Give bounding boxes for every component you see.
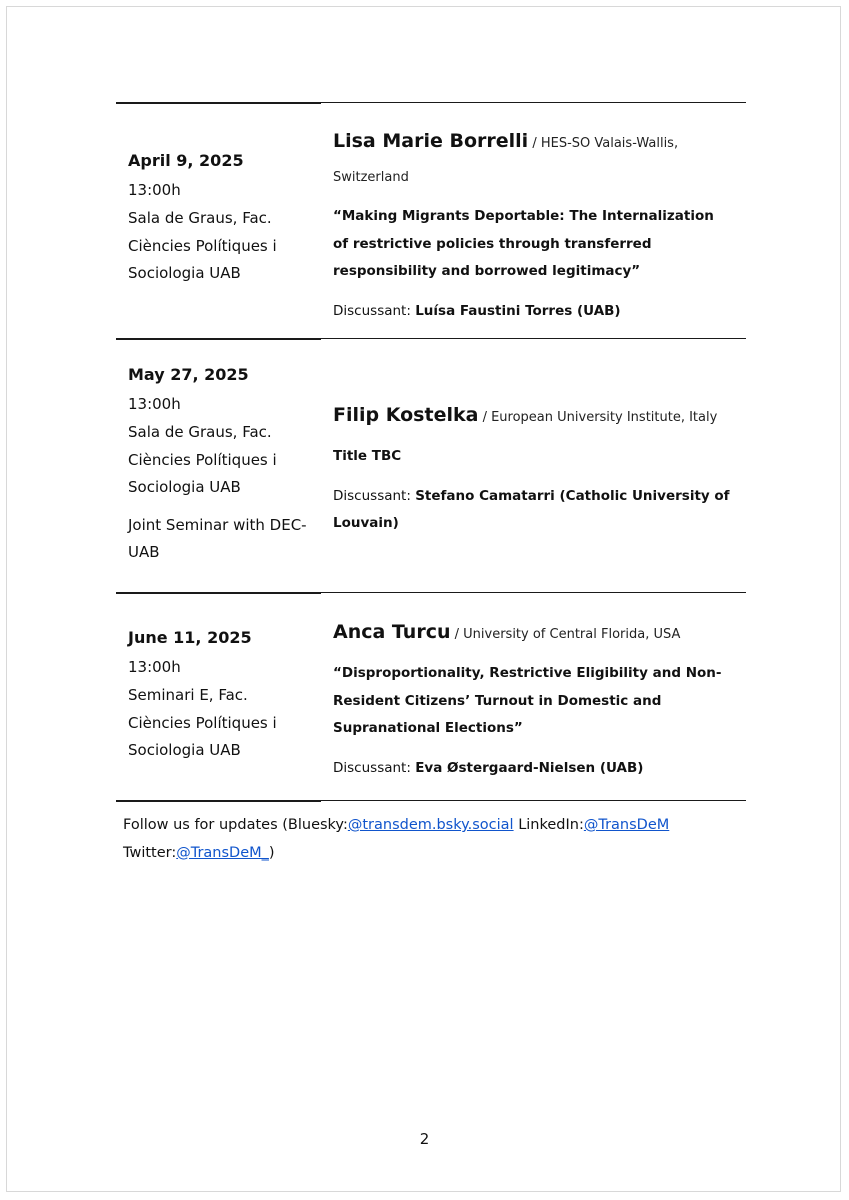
event-2-details xyxy=(128,364,308,567)
discussant-label: Discussant: xyxy=(333,759,416,776)
event-time: 13:00h xyxy=(128,658,181,676)
twitter-link[interactable]: @TransDeM_ xyxy=(176,844,269,861)
event-time: 13:00h xyxy=(128,181,181,199)
speaker-line xyxy=(333,124,733,195)
event-2-talk xyxy=(333,398,733,537)
talk-title: “Disproportionality, Restrictive Eligibility and Non-Resident Citizens’ Turnout in Domestic and Supranational Elections” xyxy=(333,665,722,736)
event-1-talk xyxy=(333,124,733,325)
linkedin-label: LinkedIn: xyxy=(513,817,584,833)
talk-title: Title TBC xyxy=(333,448,402,464)
event-date: May 27, 2025 xyxy=(128,365,249,384)
twitter-label: Twitter: xyxy=(123,844,177,861)
table-rule-2-left xyxy=(116,592,321,594)
discussant-line xyxy=(333,755,733,782)
speaker-affiliation: / European University Institute, Italy xyxy=(478,410,718,425)
event-date: April 9, 2025 xyxy=(128,151,244,170)
discussant-name: Luísa Faustini Torres (UAB) xyxy=(415,302,621,319)
discussant-label: Discussant: xyxy=(333,302,416,319)
event-3-details xyxy=(128,627,308,765)
event-date: June 11, 2025 xyxy=(128,628,252,647)
follow-closing: ) xyxy=(268,844,275,861)
event-1-details xyxy=(128,150,308,288)
talk-title: “Making Migrants Deportable: The Internalization of restrictive policies through transferred responsibility and borrowed legitimacy” xyxy=(333,208,714,279)
discussant-line xyxy=(333,483,733,537)
follow-intro: Follow us for updates (Bluesky: xyxy=(123,817,348,833)
discussant-name: Eva Østergaard-Nielsen (UAB) xyxy=(415,759,644,776)
table-rule-1-right xyxy=(321,338,746,339)
speaker-name: Filip Kostelka xyxy=(333,404,479,426)
page-number: 2 xyxy=(419,1130,430,1148)
table-rule-2-right xyxy=(321,592,746,593)
table-rule-bottom-left xyxy=(116,800,321,802)
event-place: Sala de Graus, Fac. Ciències Polítiques i Sociologia UAB xyxy=(128,423,277,496)
speaker-affiliation: / HES-SO Valais-Wallis, Switzerland xyxy=(333,136,679,185)
discussant-name: Stefano Camatarri (Catholic University of Louvain) xyxy=(333,487,730,531)
speaker-line xyxy=(333,615,733,652)
discussant-label: Discussant: xyxy=(333,487,416,504)
bluesky-link[interactable]: @transdem.bsky.social xyxy=(347,817,514,833)
speaker-name: Lisa Marie Borrelli xyxy=(333,130,529,152)
speaker-affiliation: / University of Central Florida, USA xyxy=(450,627,681,642)
event-3-talk xyxy=(333,615,733,782)
table-rule-top-right xyxy=(321,102,746,103)
linkedin-link[interactable]: @TransDeM xyxy=(583,817,670,833)
event-place: Sala de Graus, Fac. Ciències Polítiques i Sociologia UAB xyxy=(128,209,277,282)
event-note: Joint Seminar with DEC-UAB xyxy=(128,515,307,561)
event-place: Seminari E, Fac. Ciències Polítiques i Sociologia UAB xyxy=(128,686,277,759)
table-rule-top-left xyxy=(116,102,321,104)
table-rule-bottom-right xyxy=(321,800,746,801)
discussant-line xyxy=(333,298,733,325)
speaker-name: Anca Turcu xyxy=(333,621,451,643)
follow-us-text xyxy=(123,812,743,867)
speaker-line xyxy=(333,398,733,435)
event-time: 13:00h xyxy=(128,395,181,413)
table-rule-1-left xyxy=(116,338,321,340)
